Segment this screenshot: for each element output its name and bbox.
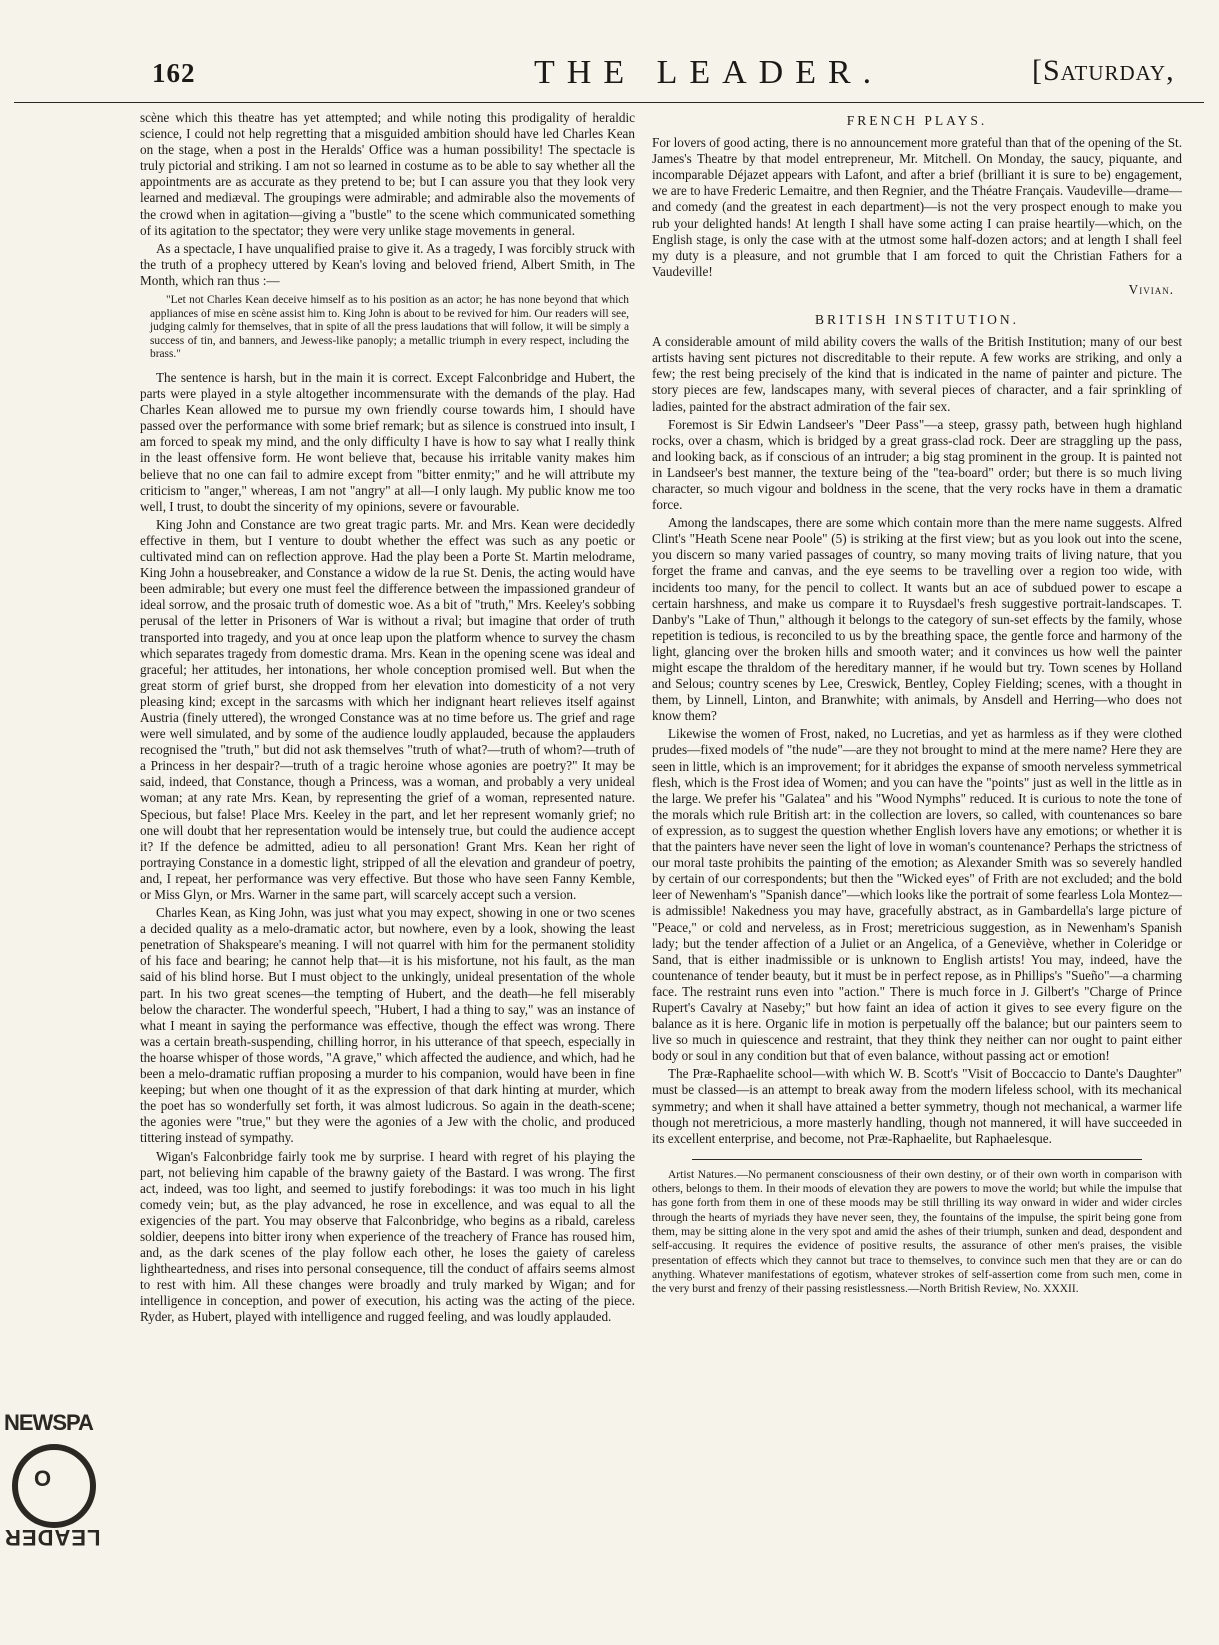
paragraph: Among the landscapes, there are some which contain more than the mere name suggests. Alfred Clint's "Heath Scene near Poole" (5) is striking at the first view; but as you look out into the scene, you discern so many varied passages of country, so many moving traits of living nature, that you forget the frame and canvas, and the eye seems to be travelling over a region too wide, with incidents too many, for the pencil to collect. It wants but an ace of subdued power to escape a certain harshness, and make us compare it to Ruysdael's fresh suggestive portrait-landscapes. T. Danby's "Lake of Thun," although it belongs to the category of sun-set effects by the family, whose repetition is tedious, is reconciled to us by the breathing space, the gentle force and harmony of the light, glancing over the broken hills and smooth water; and it convinces us how well the painter might escape the thraldom of the hereditary manner, if he would but try. Town scenes by Holland and Selous; country scenes by Lee, Creswick, Bentley, Copley Fielding; scenes, with a thought in them, by Linnell, Linton, and Branwhite; with animals, by Ansdell and Herring—who does not know them?	[652, 515, 1182, 724]
paragraph: For lovers of good acting, there is no announcement more grateful than that of the opening of the St. James's Theatre by that model entrepreneur, Mr. Mitchell. On Monday, the saucy, piquante, and incomparable Déjazet appears with Lafont, and after a brief (brilliant it is sure to be) engagement, we are to have Frederic Lemaitre, and then Regnier, and the Théatre Français. Vaudeville—drame—and comedy (and the greatest in each department)—is not the very prospect enough to make you rub your delighted hands! At length I shall have some acting I can praise heartily—which, on the English stage, is only the case with at the utmost some half-dozen actors; and at length I shall feel my duty is a pleasure, and not grumble that I am forced to quit the Christian Fathers for a Vaudeville!	[652, 135, 1182, 279]
stamp-inner-text: O	[34, 1466, 52, 1491]
paragraph: Charles Kean, as King John, was just what you may expect, showing in one or two scenes a decided quality as a melo-dramatic actor, but nowhere, even by a look, showing the least penetration of Shakspeare's meaning. I will not quarrel with him for the permanent stolidity of his face and bearing; he cannot help that—it is his misfortune, not his fault, as the man said of his blind horse. But I must object to the unkingly, unideal presentation of the whole part. In his two great scenes—the tempting of Hubert, and the death—he fell miserably below the character. The wonderful speech, "Hubert, I had a thing to say," was an instance of what I meant in saying the performance was effective, though the effect was wrong. There was a certain breath-suspending, chilling horror, in his utterance of that speech, especially in the hoarse whisper of those words, "A grave," which affected the audience, and which, had he been a melo-dramatic ruffian proposing a murder to his companion, would have been in fine keeping; but when one thought of it as the expression of that dark hinting at murder, which the poet has so wonderfully set forth, it was almost ludicrous. So again in the death-scene; the agonies were "true," but they were the agonies of a Jew with the cholic, and produced tittering instead of sympathy.	[140, 905, 635, 1146]
paragraph: The sentence is harsh, but in the main it is correct. Except Falconbridge and Hubert, the parts were played in a style altogether incommensurate with the demands of the play. Had Charles Kean allowed me to pursue my own friendly course towards him, I should have passed over the performance with some brief remark; but as silence is construed into insult, I am forced to speak my mind, and the only difficulty I have is how to say what I really think in the least offensive form. He wont believe that, because his irritable vanity makes him believe that no one can fail to admire except from "bitter enmity;" and he will attribute my criticism to "anger," whereas, I am not "angry" at all—I only laugh. My public know me too well, I trust, to doubt the sincerity of my opinions, severe or favourable.	[140, 370, 635, 514]
issue-day: [Saturday,	[1032, 54, 1175, 87]
paragraph: A considerable amount of mild ability covers the walls of the British Institution; many of our best artists having sent pictures not discreditable to their repute. A few works are striking, and only a few; the rest being precisely of the kind that is indicated in the name of painter and picture. The story pieces are few, landscapes many, with several pieces of character, and a fair sprinkling of ladies, painted for the abstract admiration of the fair sex.	[652, 334, 1182, 414]
section-heading-french-plays: FRENCH PLAYS.	[846, 113, 988, 128]
divider	[692, 1159, 1142, 1160]
paragraph: The Præ-Raphaelite school—with which W. B. Scott's "Visit of Boccaccio to Dante's Daughter" must be classed—is an attempt to break away from the modern lifeless school, with its mechanical symmetry; and when it shall have attained a better symmetry, though not mechanical, a warmer life though not meretricious, a more masterly handling, though not mannered, it will have succeeded in its excellent enterprise, and become, not Præ-Raphaelite, but Raphaelesque.	[652, 1066, 1182, 1146]
paragraph: Likewise the women of Frost, naked, no Lucretias, and yet as harmless as if they were clothed prudes—fixed models of "the nude"—are they not brought to mind at the mere name? Here they are seen in little, which is an improvement; for it abridges the expanse of smooth nerveless symmetrical flesh, which is the Frost idea of Women; and you can have the "points" just as well in the little as in the large. We prefer his "Galatea" and his "Wood Nymphs" reduced. It is curious to note the tone of the morals which rule British art: in the collection are lovers, so called, with countenances so bare of expression, as to suggest the question whether English lovers have any emotions; or whether it is that the painters have never seen the light of love in woman's countenance? Perhaps the strictness of our moral taste prohibits the painting of the emotion; as Alexander Smith was so severely handled by certain of our correspondents; but then the "Wicked eyes" of Frith are not excluded; and the bold leer of Newenham's "Spanish dance"—which looks like the portrait of some fearless Lola Montez—is admissible! Nakedness you may have, gracefully abstract, as in Gambardella's large picture of "Peace," or cold and nerveless, as in Frost; meretricious suggestion, as in Newenham's Spanish lady; but the tender affection of a Juliet or an Angelica, of a Geneviève, whether in Coleridge or Sand, that is either inadmissible or is unknown to English artists! You may, indeed, have the countenance of tender beauty, but it must be in perfect repose, as in Phillips's "Sueño"—a charming face. The restraint runs even into "action." There is much force in J. Gilbert's "Charge of Prince Rupert's Cavalry at Naseby;" but how faint an idea of action it gives to see every figure on the balance as it is here. Organic life in motion is perpetually off the balance; but our painters seem to live so much in quiescence and restraint, that they think they neither can nor ought to paint either body or soul in any condition but that of even balance, without passing act or emotion!	[652, 726, 1182, 1064]
paragraph: scène which this theatre has yet attempted; and while noting this prodigality of heraldic science, I could not help regretting that a misguided ambition should have led Charles Kean on the stage, when a post in the Heralds' Office was a human possibility! The spectacle is truly pictorial and striking. I am not so learned in costume as to be able to say whether all the appointments are as accurate as they pretend to be; but I can assure you that they look very learned and mediæval. The groupings were admirable; and admirable also the movements of the crowd when in agitation—giving a "bustle" to the scene which communicated something of its agitation to the spectator; they were very unlike stage movements in general.	[140, 110, 635, 238]
stamp-bottom-text: LEADER	[4, 1525, 101, 1550]
masthead	[14, 52, 1204, 103]
page-number: 162	[152, 58, 196, 88]
author-signature: Vivian.	[1128, 281, 1174, 297]
archive-stamp	[4, 1410, 108, 1558]
paragraph: Wigan's Falconbridge fairly took me by surprise. I heard with regret of his playing the part, not believing him capable of the brawny gaiety of the Bastard. I was wrong. The first act, indeed, was too light, and seemed to justify forebodings: it was too much in his light comedy vein; but, as the play advanced, he rose in excellence, and was equal to all the exigencies of the part. You may observe that Falconbridge, who begins as a ribald, careless soldier, deepens into bitter irony when experience of the treachery of France has roused him, and, as the dark scenes of the play follow each other, he loses the gaiety of careless lightheartedness, and rises into personal consequence, till the conduct of affairs seems almost to rest with him. All these changes were broadly and truly marked by Wigan; and for intelligence in conception, and power of execution, his acting was the acting of the piece. Ryder, as Hubert, played with intelligence and rugged feeling, and was loudly applauded.	[140, 1148, 635, 1325]
paragraph: King John and Constance are two great tragic parts. Mr. and Mrs. Kean were decidedly effective in them, but I venture to doubt whether the effect was such as any poetic or cultivated mind can on reflection approve. Had the play been a Porte St. Martin melodrame, King John a housebreaker, and Constance a widow de la rue St. Denis, the acting would have been admirable; but every one must feel the difference between the impassioned grandeur of ideal sorrow, and the prosaic truth of domestic woe. As a bit of "truth," Mrs. Keeley's sobbing perusal of the letter in Prisoners of War is without a rival; but imagine that order of truth transported into tragedy, and you at once leap upon the platform whence to survey the chasm which separates tragedy from domestic drama. Mrs. Kean in the opening scene was ideal and graceful; her attitudes, her intonations, her whole conception promised well. But when the great storm of grief burst, she dropped from her elevation into domesticity of a not very pleasing kind; except in the sarcasms with which her indignant heart relieves itself against Austria (finely uttered), the wronged Constance was at no time before us. The grief and rage were well simulated, and by some of the audience loudly applauded, because the applauders recognised the "truth," but did not ask themselves "truth of what?—truth of whom?—truth of a Princess in her despair?—truth of a tragic heroine whose agonies are poetry?" It may be said, indeed, that Constance, though a Princess, was a woman, and probably a very unideal woman; at any rate Mrs. Kean, by representing the grief of a woman, represented nature. Specious, but false! Place Mrs. Keeley in the part, and let her represent womanly grief; no one will doubt that her representation would be intensely true, but could the audience accept it? If the defence be admitted, adieu to all personation! Grant Mrs. Kean her right of portraying Constance in a domestic light, stripped of all the elevation and grandeur of poetry, and, I repeat, her performance was very effective. But those who have seen Fanny Kemble, or Miss Glyn, or Mrs. Warner in the same part, will scarcely accept such a version.	[140, 516, 635, 902]
paragraph: As a spectacle, I have unqualified praise to give it. As a tragedy, I was forcibly struck with the truth of a prophecy uttered by Kean's loving and beloved friend, Albert Smith, in The Month, which ran thus :—	[140, 240, 635, 288]
left-column	[140, 110, 635, 1328]
section-heading-british-institution: BRITISH INSTITUTION.	[815, 312, 1019, 328]
right-column	[652, 110, 1182, 1298]
stamp-top-text: NEWSPA	[4, 1410, 93, 1435]
footnote-artist-natures: Artist Natures.—No permanent consciousness of their own destiny, or of their own worth in comparison with others, belongs to them. In their moods of elevation they are powers to move the world; but while the impulse that has gone forth from them in one of these moods may be still thrilling its way onward in wider and wider circles through the hearts of myriads they have never seen, they, the fountains of the impulse, the spirit being gone from them, may be sitting alone in the very spot and amid the ashes of their triumph, sunken and dead, despondent and self-accusing. It requires the evidence of positive results, the assurance of other men's praises, the visible presentation of effects which they cannot but trace to themselves, to convince such men that they are or can do anything. Whatever manifestations of egotism, whatever strokes of self-assertion come from such men, come in the very burst and frenzy of their passing resistlessness.—North British Review, No. XXXII.	[652, 1168, 1182, 1296]
paragraph: Foremost is Sir Edwin Landseer's "Deer Pass"—a steep, grassy path, between hugh highland rocks, over a chasm, which is bridged by a great grass-clad rock. Deer are straggling up the pass, and looking back, as if conscious of an intruder; a big stag prominent in the group. It is painted not in Landseer's best manner, the texture being of the "tea-board" order; but there is so much living character, so much vigour and boldness in the scene, that the very rocks have in them a dramatic force.	[652, 416, 1182, 513]
newspaper-title: THE LEADER.	[534, 54, 884, 91]
quotation: "Let not Charles Kean deceive himself as to his position as an actor; he has none beyond that which appliances of mise en scène assist him to. King John is about to be revived for him. Our readers will see, judging calmly for themselves, that in spite of all the press laudations that will follow, it will be simply a success of tin, and banners, and Jewess-like panoply; a metallic triumph in every respect, including the brass."	[150, 294, 629, 361]
stamp-ring	[12, 1444, 96, 1528]
